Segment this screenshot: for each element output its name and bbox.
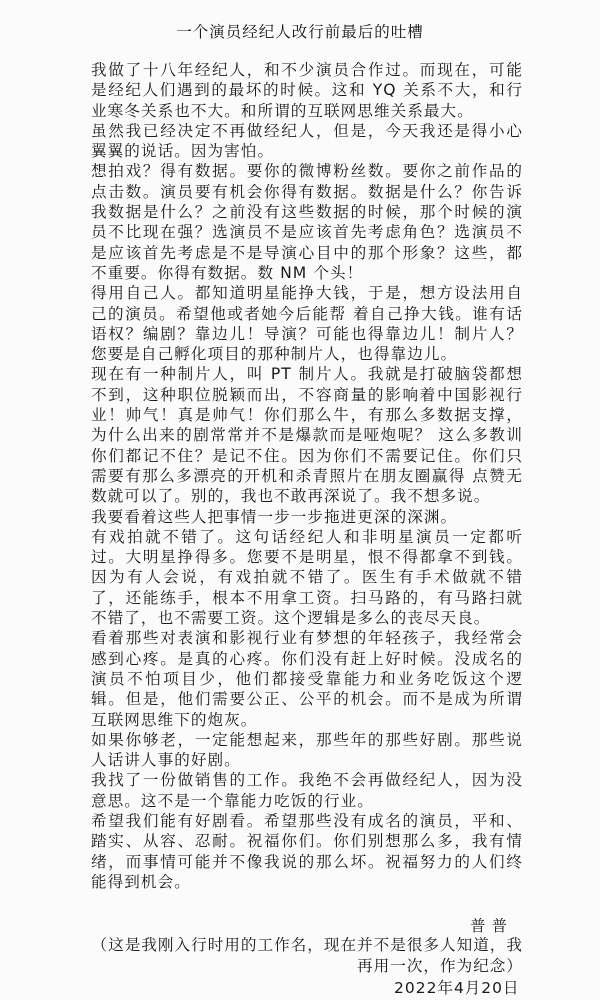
paragraph: 得用自己人。都知道明星能挣大钱，于是，想方设法用自己的演员。希望他或者她今后能帮 着自己挣大钱。谁有话语权？编剧？靠边儿！导演？可能也得靠边儿！制片人？您要是自己孵化项目的那种制片人，也得靠边儿。 xyxy=(91,284,523,364)
paragraph: 我找了一份做销售的工作。我绝不会再做经纪人，因为没意思。这不是一个靠能力吃饭的行业。 xyxy=(91,771,523,810)
signature: 普普 xyxy=(470,917,514,935)
paragraph: 有戏拍就不错了。这句话经纪人和非明星演员一定都听过。大明星挣得多。您要不是明星，恨不得都拿不到钱。因为有人会说，有戏拍就不错了。医生有手术做就不错了，还能练手，根本不用拿工资。扫马路的，有马路扫就不错了，也不需要工资。这个逻辑是多么的丧尽天良。 xyxy=(91,527,523,628)
paragraph: 我做了十八年经纪人，和不少演员合作过。而现在，可能是经纪人们遇到的最坏的时候。这和 YQ 关系不大，和行业寒冬关系也不大。和所谓的互联网思维关系最大。 xyxy=(91,61,523,120)
paragraph: 我要看着这些人把事情一步一步拖进更深的深渊。 xyxy=(91,507,458,526)
paragraph: 希望我们能有好剧看。希望那些没有成名的演员，平和、踏实、从容、忍耐。祝福你们。你们别想那么多，我有情绪，而事情可能并不像我说的那么坏。祝福努力的人们终能得到机会。 xyxy=(91,811,523,891)
paragraph: 想拍戏？得有数据。要你的微博粉丝数。要你之前作品的点击数。演员要有机会你得有数据。数据是什么？你告诉我数据是什么？之前没有这些数据的时候，那个时候的演员不比现在强？选演员不是应该首先考虑角色？选演员不是应该首先考虑是不是导演心目中的那个形象？这些，都不重要。你得有数据。数 NM 个头！ xyxy=(91,162,523,282)
document-body xyxy=(91,60,523,892)
signature-note: （这是我刚入行时用的工作名，现在并不是很多人知道，我再用一次，作为纪念） xyxy=(91,936,523,975)
paragraph: 看着那些对表演和影视行业有梦想的年轻孩子，我经常会感到心疼。是真的心疼。你们没有赶上好时候。没成名的演员不怕项目少，他们都接受靠能力和业务吃饭这个逻辑。但是，他们需要公正、公平的机会。而不是成为所谓互联网思维下的炮灰。 xyxy=(91,629,523,729)
paragraph: 虽然我已经决定不再做经纪人，但是，今天我还是得小心翼翼的说话。因为害怕。 xyxy=(91,121,523,161)
paragraph: 如果你够老，一定能想起来，那些年的那些好剧。那些说人话讲人事的好剧。 xyxy=(91,730,523,770)
paragraph: 现在有一种制片人，叫 PT 制片人。我就是打破脑袋都想不到，这种职位脱颖而出，不容商量的影响着中国影视行业！帅气！真是帅气！你们那么牛，有那么多数据支撑，为什么出来的剧常常并不是爆款而是哑炮呢？ 这么多教训你们都记不住？是记不住。因为你们不需要记住。你们只需要有那么多漂亮的开机和杀青照片在朋友圈赢得 点赞无数就可以了。别的，我也不敢再深说了。我不想多说。 xyxy=(91,365,523,506)
document-title: 一个演员经纪人改行前最后的吐槽 xyxy=(176,23,424,41)
document-date: 2022年4月20日 xyxy=(394,979,520,997)
